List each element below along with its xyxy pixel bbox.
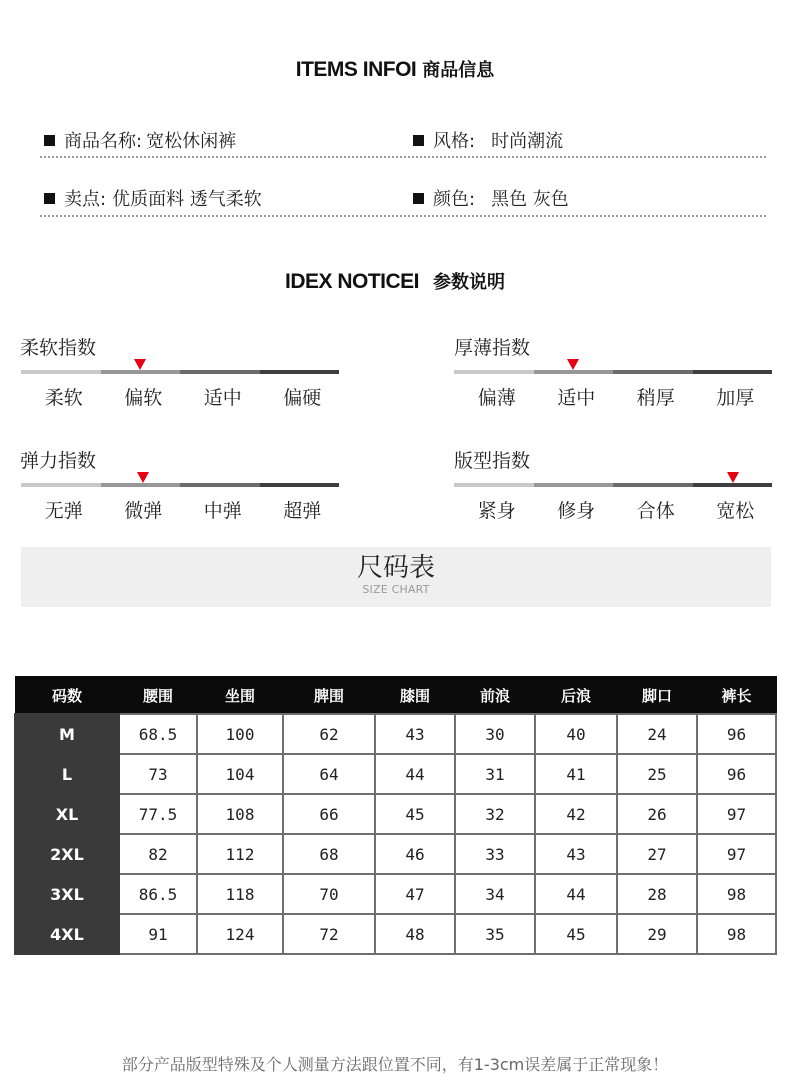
measure-cell: 47 [375,874,455,914]
bullet-square-icon [413,193,424,204]
index-scale-bar [454,483,772,487]
measure-cell: 29 [617,914,697,954]
footer-note: 部分产品版型特殊及个人测量方法跟位置不同，有1-3cm误差属于正常现象！ [121,1055,669,1074]
column-header: 腰围 [119,677,197,715]
measure-cell: 43 [535,834,617,874]
dotted-divider [40,215,766,217]
measure-cell: 64 [283,754,375,794]
info-color [413,185,569,211]
index-title: 版型指数 [454,450,531,472]
items-info-title-cn: 商品信息 [422,60,495,80]
measure-cell: 104 [197,754,283,794]
bullet-square-icon [413,135,424,146]
index-label: 偏薄 [477,387,516,409]
measure-cell: 33 [455,834,535,874]
table-row [15,914,776,954]
measure-cell: 45 [535,914,617,954]
size-label-cell: 4XL [15,914,119,954]
index-label: 偏硬 [283,387,322,409]
measure-cell: 46 [375,834,455,874]
info-label: 风格: [433,131,476,152]
index-marker-icon [567,359,579,370]
size-label-cell: 2XL [15,834,119,874]
measure-cell: 62 [283,714,375,754]
measure-cell: 98 [697,914,776,954]
column-header: 坐围 [197,677,283,715]
info-label: 卖点: [64,189,107,210]
column-header: 前浪 [455,677,535,715]
measure-cell: 86.5 [119,874,197,914]
measure-cell: 96 [697,714,776,754]
measure-cell: 45 [375,794,455,834]
measure-cell: 26 [617,794,697,834]
index-marker-icon [727,472,739,483]
column-header: 脚口 [617,677,697,715]
table-row [15,794,776,834]
table-row [15,834,776,874]
size-table-header [15,677,776,715]
measure-cell: 112 [197,834,283,874]
measure-cell: 108 [197,794,283,834]
measure-cell: 66 [283,794,375,834]
measure-cell: 28 [617,874,697,914]
index-label: 修身 [557,500,596,522]
info-value: 宽松休闲裤 [146,131,237,152]
info-label: 商品名称: [64,131,143,152]
column-header: 膝围 [375,677,455,715]
measure-cell: 91 [119,914,197,954]
index-label: 适中 [203,387,242,409]
index-label: 稍厚 [636,387,675,409]
measure-cell: 70 [283,874,375,914]
bullet-square-icon [44,193,55,204]
measure-cell: 82 [119,834,197,874]
index-scale-bar [21,370,339,374]
measure-cell: 24 [617,714,697,754]
info-style [413,127,563,153]
size-chart-banner [21,547,771,607]
index-scale-bar [454,370,772,374]
table-row [15,754,776,794]
measure-cell: 73 [119,754,197,794]
measure-cell: 98 [697,874,776,914]
index-label: 中弹 [203,500,242,522]
measure-cell: 25 [617,754,697,794]
measure-cell: 97 [697,794,776,834]
measure-cell: 34 [455,874,535,914]
index-label: 超弹 [283,500,322,522]
measure-cell: 32 [455,794,535,834]
index-notice-title-cn: 参数说明 [433,272,506,292]
measure-cell: 44 [375,754,455,794]
table-row [15,714,776,754]
info-selling-point [44,185,262,211]
index-label: 柔软 [44,387,83,409]
measure-cell: 68.5 [119,714,197,754]
info-label: 颜色: [433,189,476,210]
index-notice-heading [0,268,790,294]
measure-cell: 72 [283,914,375,954]
info-value: 优质面料 透气柔软 [112,189,262,210]
index-label: 适中 [557,387,596,409]
items-info-heading [0,56,790,82]
column-header: 码数 [15,677,119,715]
size-table [14,676,777,955]
measure-cell: 43 [375,714,455,754]
measure-cell: 30 [455,714,535,754]
measure-cell: 97 [697,834,776,874]
index-scale-bar [21,483,339,487]
measure-cell: 118 [197,874,283,914]
index-notice-title-en: IDEX NOTICEI [284,270,420,293]
measure-cell: 40 [535,714,617,754]
index-label: 宽松 [716,500,755,522]
measure-cell: 42 [535,794,617,834]
measure-cell: 124 [197,914,283,954]
bullet-square-icon [44,135,55,146]
info-product-name [44,127,236,153]
column-header: 后浪 [535,677,617,715]
index-label: 加厚 [716,387,755,409]
size-label-cell: L [15,754,119,794]
measure-cell: 77.5 [119,794,197,834]
index-label: 合体 [636,500,675,522]
measure-cell: 48 [375,914,455,954]
column-header: 裤长 [697,677,776,715]
size-chart-title-cn: 尺码表 [356,553,435,583]
index-title: 厚薄指数 [454,337,531,359]
index-label: 紧身 [477,500,516,522]
measure-cell: 41 [535,754,617,794]
measure-cell: 68 [283,834,375,874]
info-value: 黑色 灰色 [491,189,569,210]
index-labels [457,383,775,410]
dotted-divider [40,156,766,158]
index-label: 无弹 [44,500,83,522]
size-label-cell: 3XL [15,874,119,914]
index-title: 柔软指数 [20,337,97,359]
index-label: 偏软 [124,387,163,409]
table-row [15,874,776,914]
index-title: 弹力指数 [20,450,97,472]
measure-cell: 100 [197,714,283,754]
column-header: 脾围 [283,677,375,715]
size-label-cell: XL [15,794,119,834]
items-info-title-en: ITEMS INFOI [295,58,417,81]
measure-cell: 44 [535,874,617,914]
size-chart-title-en: SIZE CHART [362,583,430,596]
size-label-cell: M [15,714,119,754]
measure-cell: 96 [697,754,776,794]
index-marker-icon [137,472,149,483]
index-label: 微弹 [124,500,163,522]
index-labels [24,496,342,523]
index-marker-icon [134,359,146,370]
index-labels [457,496,775,523]
measure-cell: 31 [455,754,535,794]
info-value: 时尚潮流 [491,131,564,152]
measure-cell: 27 [617,834,697,874]
measure-cell: 35 [455,914,535,954]
index-labels [24,383,342,410]
